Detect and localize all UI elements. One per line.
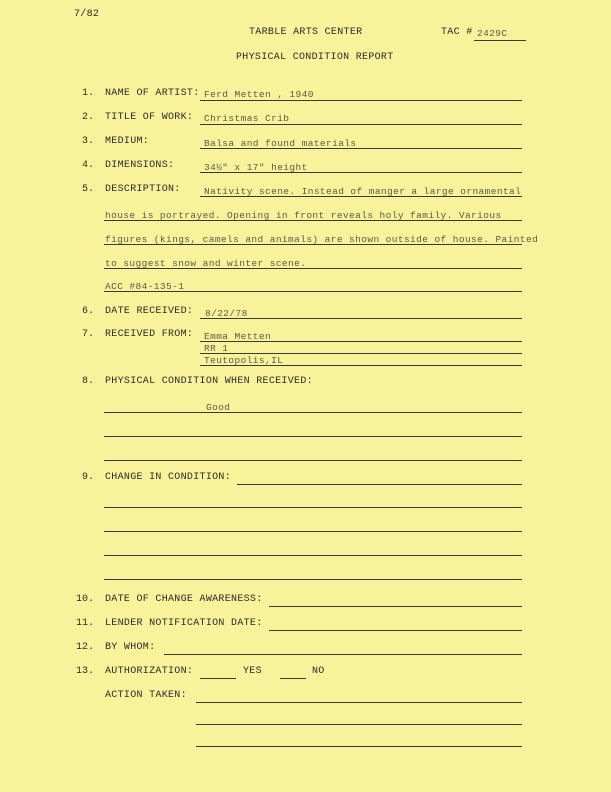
artist-value: Ferd Metten , 1940: [204, 89, 314, 100]
action-taken-rule-2: [196, 724, 522, 725]
description-rule-3: [104, 244, 522, 245]
physical-condition-number: 8.: [81, 376, 94, 387]
date-received-label: DATE RECEIVED:: [105, 306, 194, 317]
tac-number-line: [474, 40, 526, 41]
received-from-number: 7.: [81, 329, 94, 340]
physical-condition-rule-3: [104, 460, 522, 461]
received-from-rule-2: [200, 353, 522, 354]
physical-condition-rule-2: [104, 436, 522, 437]
authorization-no-line: [280, 678, 306, 679]
authorization-no: NO: [312, 666, 325, 677]
medium-value: Balsa and found materials: [204, 138, 357, 149]
dimensions-label: DIMENSIONS:: [105, 160, 175, 171]
title-line: [200, 124, 522, 125]
authorization-number: 13.: [75, 666, 94, 677]
medium-label: MEDIUM:: [105, 136, 150, 147]
dimensions-number: 4.: [81, 160, 94, 171]
authorization-yes: YES: [243, 666, 262, 677]
title-value: Christmas Crib: [204, 113, 290, 124]
lender-notification-number: 11.: [75, 618, 94, 629]
physical-condition-rule-1: [104, 412, 522, 413]
dimensions-value: 34½" x 17" height: [204, 162, 308, 173]
by-whom-number: 12.: [75, 642, 94, 653]
date-received-number: 6.: [81, 306, 94, 317]
description-line-4: to suggest snow and winter scene.: [105, 258, 307, 269]
authorization-yes-line: [200, 678, 236, 679]
received-from-rule-1: [200, 341, 522, 342]
description-number: 5.: [81, 184, 94, 195]
date-received-line: [200, 318, 522, 319]
description-rule-1: [200, 196, 522, 197]
title-number: 2.: [81, 112, 94, 123]
org-name: TARBLE ARTS CENTER: [249, 27, 363, 38]
dimensions-line: [200, 172, 522, 173]
received-from-address: RR 1: [204, 343, 229, 354]
medium-number: 3.: [81, 136, 94, 147]
by-whom-line: [164, 654, 522, 655]
description-label: DESCRIPTION:: [105, 184, 181, 195]
by-whom-label: BY WHOM:: [105, 642, 156, 653]
physical-condition-value: Good: [206, 402, 231, 413]
change-condition-rule-5: [104, 579, 522, 580]
description-rule-5: [104, 291, 522, 292]
tac-label: TAC #: [441, 27, 473, 38]
change-condition-number: 9.: [81, 472, 94, 483]
received-from-rule-3: [200, 365, 522, 366]
description-rule-2: [104, 220, 522, 221]
action-taken-label: ACTION TAKEN:: [105, 690, 187, 701]
description-rule-4: [104, 268, 522, 269]
change-condition-rule-1: [237, 484, 522, 485]
received-from-city: Teutopolis,IL: [204, 355, 284, 366]
authorization-label: AUTHORIZATION:: [105, 666, 194, 677]
change-condition-rule-3: [104, 531, 522, 532]
lender-notification-line: [269, 630, 522, 631]
medium-line: [200, 148, 522, 149]
received-from-label: RECEIVED FROM:: [105, 329, 194, 340]
artist-label: NAME OF ARTIST:: [105, 88, 200, 99]
action-taken-rule-3: [196, 746, 522, 747]
change-condition-label: CHANGE IN CONDITION:: [105, 472, 232, 483]
artist-number: 1.: [81, 88, 94, 99]
description-line-1: Nativity scene. Instead of manger a large ornamental: [204, 186, 522, 197]
date-code: 7/82: [74, 9, 100, 20]
description-line-3: figures (kings, camels and animals) are shown outside of house. Painted: [105, 234, 539, 245]
description-line-2: house is portrayed. Opening in front reveals holy family. Various: [105, 210, 502, 221]
artist-line: [200, 100, 522, 101]
tac-number: 2429C: [477, 28, 508, 39]
date-received-value: 8/22/78: [205, 308, 248, 319]
action-taken-rule-1: [196, 702, 522, 703]
change-awareness-line: [269, 606, 522, 607]
change-condition-rule-2: [104, 507, 522, 508]
change-awareness-label: DATE OF CHANGE AWARENESS:: [105, 594, 263, 605]
lender-notification-label: LENDER NOTIFICATION DATE:: [105, 618, 263, 629]
change-awareness-number: 10.: [75, 594, 94, 605]
received-from-name: Emma Metten: [204, 331, 272, 342]
change-condition-rule-4: [104, 555, 522, 556]
page-title: PHYSICAL CONDITION REPORT: [236, 52, 394, 63]
accession-number: ACC #84-135-1: [105, 281, 185, 292]
title-label: TITLE OF WORK:: [105, 112, 194, 123]
physical-condition-label: PHYSICAL CONDITION WHEN RECEIVED:: [105, 376, 313, 387]
